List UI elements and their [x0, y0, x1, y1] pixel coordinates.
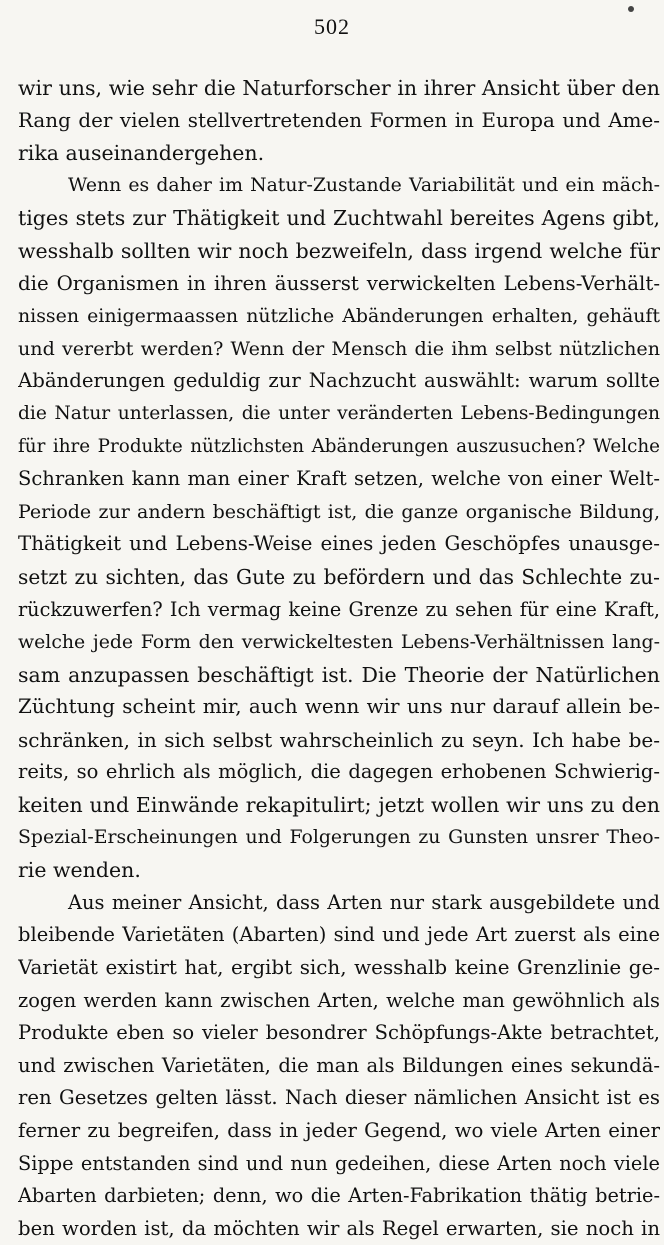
text-line: und zwischen Varietäten, die man als Bildungen eines sekundä-	[18, 1053, 660, 1077]
text-line: rika auseinandergehen.	[18, 141, 265, 166]
paragraph	[18, 887, 660, 1245]
text-line: zogen werden kann zwischen Arten, welche man gewöhnlich als	[18, 988, 660, 1012]
paragraph	[18, 170, 660, 887]
text-line: die Organismen in ihren äusserst verwickelten Lebens-Verhält-	[18, 271, 660, 295]
text-line: Abänderungen geduldig zur Nachzucht auswählt: warum sollte	[18, 369, 660, 393]
text-line: Schranken kann man einer Kraft setzen, welche von einer Welt-	[18, 467, 660, 491]
text-line: Produkte eben so vieler besondrer Schöpfungs-Akte betrachtet,	[18, 1021, 660, 1045]
text-line: und vererbt werden? Wenn der Mensch die ihm selbst nützlichen	[18, 337, 660, 360]
text-line: wir uns, wie sehr die Naturforscher in ihrer Ansicht über den	[18, 76, 660, 100]
ink-speck	[628, 6, 634, 12]
text-line: Wenn es daher im Natur-Zustande Variabilität und ein mäch-	[68, 174, 660, 196]
text-line: Züchtung scheint mir, auch wenn wir uns nur darauf allein be-	[18, 695, 660, 719]
text-line: reits, so ehrlich als möglich, die dagegen erhobenen Schwierig-	[18, 760, 660, 784]
text-line: Periode zur andern beschäftigt ist, die ganze organische Bildung,	[18, 500, 660, 523]
text-line: welche jede Form den verwickeltesten Lebens-Verhältnissen lang-	[18, 631, 660, 654]
text-line: Aus meiner Ansicht, dass Arten nur stark ausgebildete und	[68, 890, 660, 914]
text-line: ren Gesetzes gelten lässt. Nach dieser nämlichen Ansicht ist es	[18, 1086, 660, 1110]
text-line: keiten und Einwände rekapitulirt; jetzt wollen wir uns zu den	[18, 793, 660, 818]
text-line: nissen einigermaassen nützliche Abänderungen erhalten, gehäuft	[18, 305, 660, 328]
text-line: Spezial-Erscheinungen und Folgerungen zu Gunsten unsrer Theo-	[18, 826, 660, 848]
text-line: Thätigkeit und Lebens-Weise eines jeden Geschöpfes unausge-	[18, 532, 660, 556]
text-line: sam anzupassen beschäftigt ist. Die Theorie der Natürlichen	[18, 662, 660, 687]
text-line: tiges stets zur Thätigkeit und Zuchtwahl bereites Agens gibt,	[18, 206, 660, 231]
text-line: für ihre Produkte nützlichsten Abänderungen auszusuchen? Welche	[18, 435, 660, 457]
text-line: bleibende Varietäten (Abarten) sind und jede Art zuerst als eine	[18, 923, 660, 947]
text-line: Varietät existirt hat, ergibt sich, wesshalb keine Grenzlinie ge-	[18, 956, 660, 980]
text-line: Abarten darbieten; denn, wo die Arten-Fabrikation thätig betrie-	[18, 1184, 660, 1208]
text-line: schränken, in sich selbst wahrscheinlich zu seyn. Ich habe be-	[18, 727, 660, 752]
text-line: rie wenden.	[18, 858, 141, 883]
text-line: ben worden ist, da möchten wir als Regel erwarten, sie noch in	[18, 1216, 660, 1240]
text-line: ferner zu begreifen, dass in jeder Gegend, wo viele Arten einer	[18, 1119, 660, 1142]
text-line: rückzuwerfen? Ich vermag keine Grenze zu sehen für eine Kraft,	[18, 597, 660, 621]
text-line: setzt zu sichten, das Gute zu befördern und das Schlechte zu-	[18, 564, 660, 589]
text-line: Rang der vielen stellvertretenden Formen in Europa und Ame-	[18, 108, 660, 132]
body-text	[18, 72, 660, 1245]
text-line: die Natur unterlassen, die unter veränderten Lebens-Bedingungen	[18, 402, 660, 424]
text-line: wesshalb sollten wir noch bezweifeln, dass irgend welche für	[18, 238, 660, 263]
page-number: 502	[314, 14, 350, 39]
paragraph	[18, 72, 660, 170]
text-line: Sippe entstanden sind und nun gedeihen, diese Arten noch viele	[18, 1151, 660, 1175]
